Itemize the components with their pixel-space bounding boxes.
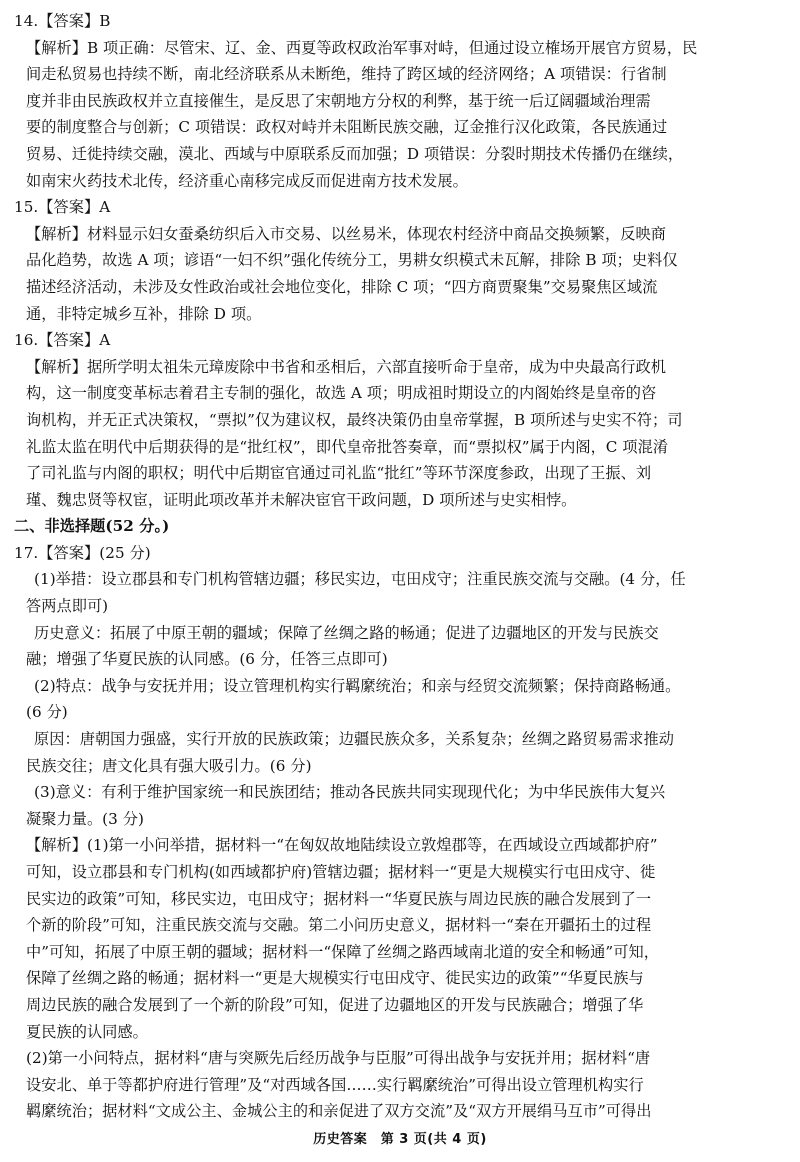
text-line: 民族交往；唐文化具有强大吸引力。(6 分) — [26, 756, 312, 775]
text-line: 中”可知，拓展了中原王朝的疆域；据材料一“保障了丝绸之路西域南北道的安全和畅通”可知， — [26, 942, 659, 961]
text-line: 间走私贸易也持续不断，南北经济联系从未断绝，维持了跨区域的经济网络；A 项错误：行省制 — [26, 65, 667, 84]
text-line: 历史意义：拓展了中原王朝的疆域；保障了丝绸之路的畅通；促进了边疆地区的开发与民族交 — [34, 623, 659, 642]
page-footer: 历史答案 第 3 页(共 4 页) — [313, 1132, 487, 1147]
text-line: 要的制度整合与创新；C 项错误：政权对峙并未阻断民族交融，辽金推行汉化政策，各民族通过 — [26, 118, 668, 137]
text-line: 贸易、迁徙持续交融，漠北、西域与中原联系反而加强；D 项错误：分裂时期技术传播仍在继续， — [26, 144, 684, 163]
text-line: 保障了丝绸之路的畅通；据材料一“更是大规模实行屯田戍守、徙民实边的政策”“华夏民族与 — [26, 969, 644, 988]
text-line: (6 分) — [26, 703, 68, 722]
text-line: 品化趋势，故选 A 项；谚语“一妇不织”强化传统分工，男耕女织模式未瓦解，排除 B 项；史料仅 — [26, 251, 678, 270]
text-line: 描述经济活动，未涉及女性政治或社会地位变化，排除 C 项；“四方商贾聚集”交易聚焦区域流 — [26, 277, 658, 296]
text-line: 周边民族的融合发展到了一个新的阶段”可知，促进了边疆地区的开发与民族融合；增强了华 — [26, 995, 644, 1014]
text-line: 15.【答案】A — [14, 198, 111, 217]
text-line: 民实边的政策”可知，移民实边，屯田戍守；据材料一“华夏民族与周边民族的融合发展到了一 — [26, 889, 652, 908]
text-line: 原因：唐朝国力强盛，实行开放的民族政策；边疆民族众多，关系复杂；丝绸之路贸易需求推动 — [34, 730, 674, 749]
text-line: 凝聚力量。(3 分) — [26, 809, 144, 828]
text-line: 羁縻统治；据材料“文成公主、金城公主的和亲促进了双方交流”及“双方开展绢马互市”可得出 — [26, 1102, 652, 1121]
text-line: 14.【答案】B — [14, 12, 111, 30]
text-line: 设安北、单于等都护府进行管理”及“对西域各国……实行羁縻统治”可得出设立管理机构实行 — [26, 1075, 644, 1094]
text-line: (2)第一小问特点，据材料“唐与突厥先后经历战争与臣服”可得出战争与安抚并用；据材料“唐 — [26, 1049, 651, 1068]
text-line: 个新的阶段”可知，注重民族交流与交融。第二小问历史意义，据材料一“秦在开疆拓土的过程 — [26, 916, 652, 935]
text-line: (1)举措：设立郡县和专门机构管辖边疆；移民实边，屯田戍守；注重民族交流与交融。(4 分，任 — [34, 570, 686, 589]
text-line: 礼监太监在明代中后期获得的是“批红权”，即代皇帝批答奏章，而“票拟权”属于内阁，C 项混淆 — [26, 437, 669, 456]
text-line: 构，这一制度变革标志着君主专制的强化，故选 A 项；明成祖时期设立的内阁始终是皇帝的咨 — [26, 384, 657, 403]
document-page — [14, 8, 790, 1125]
text-line: 融；增强了华夏民族的认同感。(6 分，任答三点即可) — [26, 650, 388, 669]
text-line: (3)意义：有利于维护国家统一和民族团结；推动各民族共同实现现代化；为中华民族伟大复兴 — [34, 783, 666, 802]
text-line: 二、非选择题(52 分。) — [14, 517, 170, 536]
text-line: 【解析】材料显示妇女蚕桑纺织后入市交易、以丝易米，体现农村经济中商品交换频繁，反映商 — [26, 224, 666, 243]
text-line: (2)特点：战争与安抚并用；设立管理机构实行羁縻统治；和亲与经贸交流频繁；保持商路畅通。 — [34, 676, 681, 695]
text-line: 了司礼监与内阁的职权；明代中后期宦官通过司礼监“批红”等环节深度参政，出现了王振、刘 — [26, 464, 652, 483]
text-line: 【解析】(1)第一小问举措，据材料一“在匈奴故地陆续设立敦煌郡等，在西域设立西域都护府” — [26, 836, 658, 855]
text-line: 瑾、魏忠贤等权宦，证明此项改革并未解决宦官干政问题，D 项所述与史实相悖。 — [26, 490, 577, 509]
text-line: 16.【答案】A — [14, 331, 111, 350]
text-line: 【解析】据所学明太祖朱元璋废除中书省和丞相后，六部直接听命于皇帝，成为中央最高行政机 — [26, 357, 666, 376]
text-line: 可知，设立郡县和专门机构(如西域都护府)管辖边疆；据材料一“更是大规模实行屯田戍守、徙 — [26, 863, 656, 881]
text-line: 17.【答案】(25 分) — [14, 543, 151, 562]
text-line: 夏民族的认同感。 — [26, 1022, 148, 1041]
text-line: 通，非特定城乡互补，排除 D 项。 — [26, 304, 262, 323]
text-line: 如南宋火药技术北传，经济重心南移完成反而促进南方技术发展。 — [26, 171, 468, 190]
text-line: 答两点即可) — [26, 597, 109, 616]
text-line: 度并非由民族政权并立直接催生，是反思了宋朝地方分权的利弊，基于统一后辽阔疆域治理需 — [26, 91, 651, 110]
text-line: 【解析】B 项正确：尽管宋、辽、金、西夏等政权政治军事对峙，但通过设立榷场开展官方贸易，民 — [26, 38, 698, 57]
text-line: 询机构，并无正式决策权，“票拟”仅为建议权，最终决策仍由皇帝掌握，B 项所述与史实不符；司 — [26, 410, 683, 429]
